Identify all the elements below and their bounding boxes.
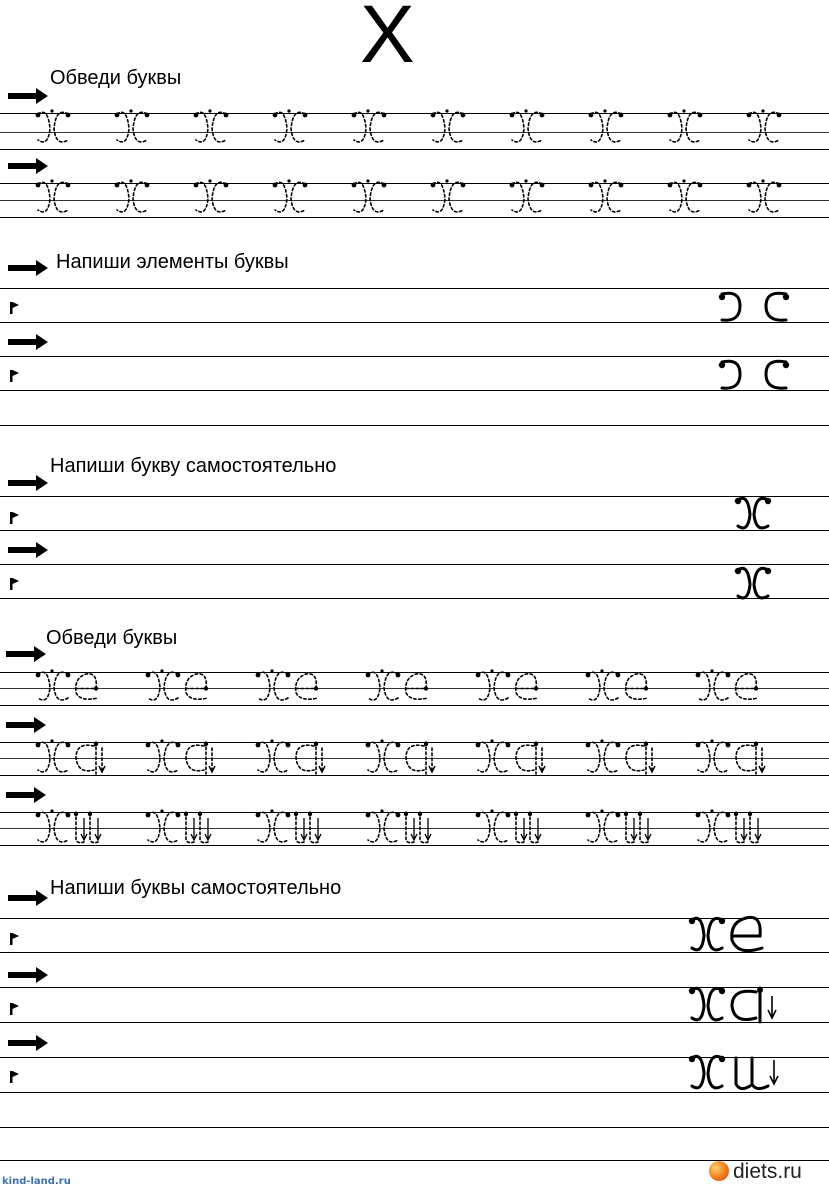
dotted-letter-x [36, 669, 71, 700]
dotted-letter-x [352, 179, 387, 212]
sample-letter-x [689, 988, 725, 1020]
sample-letter-e [732, 917, 762, 950]
arrow-right-icon [6, 646, 46, 662]
dotted-letter-x [366, 809, 401, 842]
dotted-letter-x [510, 179, 545, 212]
dotted-letter-x [146, 809, 181, 842]
dotted-letter-x [352, 109, 387, 142]
dotted-letter-x [476, 669, 511, 700]
flag-icon [10, 512, 19, 524]
arrow-right-icon [8, 158, 48, 174]
dotted-letter-x [194, 109, 229, 142]
dotted-letter-x [589, 179, 624, 212]
flag-icon [10, 302, 19, 314]
dotted-letter-x [146, 739, 181, 772]
sample-letter-x [689, 918, 725, 950]
dotted-letter-i [624, 812, 651, 843]
dotted-letter-x [696, 669, 731, 700]
arrow-right-icon [8, 542, 48, 558]
dotted-letter-i [74, 812, 101, 843]
dotted-letter-i [404, 812, 431, 843]
dotted-letter-x [747, 109, 782, 142]
dotted-letter-x [431, 179, 466, 212]
dotted-letter-x [696, 809, 731, 842]
dotted-letter-i [294, 812, 321, 843]
arrow-right-icon [8, 475, 48, 491]
arrow-right-icon [6, 717, 46, 733]
dotted-letter-x [273, 179, 308, 212]
section-heading-write-letters: Напиши буквы самостоятельно [50, 877, 342, 899]
dotted-letter-e [406, 674, 428, 699]
dotted-letter-i [514, 812, 541, 843]
footer-site-right-text: diets.ru [733, 1160, 802, 1183]
sample-letter-a [732, 987, 776, 1022]
section-heading-trace-2: Обведи буквы [46, 627, 178, 649]
dotted-letter-e [76, 674, 98, 699]
dotted-letter-x [115, 179, 150, 212]
dotted-letter-e [736, 674, 758, 699]
dotted-letter-x [586, 739, 621, 772]
dotted-letter-x [747, 179, 782, 212]
footer-site-left: kind-land.ru [2, 1176, 71, 1187]
dotted-letter-x [115, 109, 150, 142]
sample-letter-elements [719, 293, 789, 320]
sample-letter-elements [719, 361, 789, 388]
dotted-letter-x [510, 109, 545, 142]
flag-icon [10, 933, 19, 945]
arrow-right-icon [8, 890, 48, 906]
dotted-letter-x [431, 109, 466, 142]
dotted-letter-x [589, 109, 624, 142]
dotted-letter-a [406, 742, 435, 774]
dotted-letter-e [296, 674, 318, 699]
dotted-letter-x [366, 739, 401, 772]
dotted-letter-a [186, 742, 215, 774]
dotted-letter-x [256, 669, 291, 700]
sample-letter-x [735, 498, 771, 528]
arrow-right-icon [6, 787, 46, 803]
dotted-letter-x [36, 179, 71, 212]
dotted-letter-a [736, 742, 765, 774]
dotted-letter-x [146, 669, 181, 700]
dotted-letter-e [516, 674, 538, 699]
dotted-letter-a [76, 742, 105, 774]
arrow-right-icon [8, 334, 48, 350]
dotted-letter-a [296, 742, 325, 774]
dotted-letter-i [184, 812, 211, 843]
dotted-letter-e [186, 674, 208, 699]
dotted-letter-i [734, 812, 761, 843]
flag-icon [10, 370, 19, 382]
dotted-letter-x [366, 669, 401, 700]
section-heading-elements: Напиши элементы буквы [56, 251, 289, 273]
dotted-letter-x [476, 809, 511, 842]
dotted-letter-x [36, 739, 71, 772]
dotted-letter-x [696, 739, 731, 772]
sample-letter-i [736, 1058, 778, 1089]
dotted-letter-x [36, 109, 71, 142]
flag-icon [10, 578, 19, 590]
arrow-right-icon [8, 88, 48, 104]
dotted-letter-x [36, 809, 71, 842]
page-title: Х [360, 0, 415, 80]
dotted-letter-x [586, 809, 621, 842]
dotted-letter-x [256, 809, 291, 842]
arrow-right-icon [8, 260, 48, 276]
dotted-letter-e [626, 674, 648, 699]
dotted-letter-x [256, 739, 291, 772]
dotted-letter-x [668, 109, 703, 142]
flag-icon [10, 1003, 19, 1015]
flag-icon [10, 1071, 19, 1083]
dotted-letter-a [516, 742, 545, 774]
apple-icon [709, 1161, 729, 1181]
dotted-letter-x [476, 739, 511, 772]
sample-letter-x [735, 568, 771, 598]
section-heading-write-letter: Напиши букву самостоятельно [50, 455, 337, 477]
section-heading-trace-1: Обведи буквы [50, 67, 182, 89]
dotted-letter-x [194, 179, 229, 212]
sample-letter-x [689, 1056, 725, 1088]
dotted-letter-x [273, 109, 308, 142]
footer-site-right [709, 1160, 802, 1184]
dotted-letter-x [668, 179, 703, 212]
arrow-right-icon [8, 1035, 48, 1051]
arrow-right-icon [8, 967, 48, 983]
dotted-letter-a [626, 742, 655, 774]
dotted-letter-x [586, 669, 621, 700]
